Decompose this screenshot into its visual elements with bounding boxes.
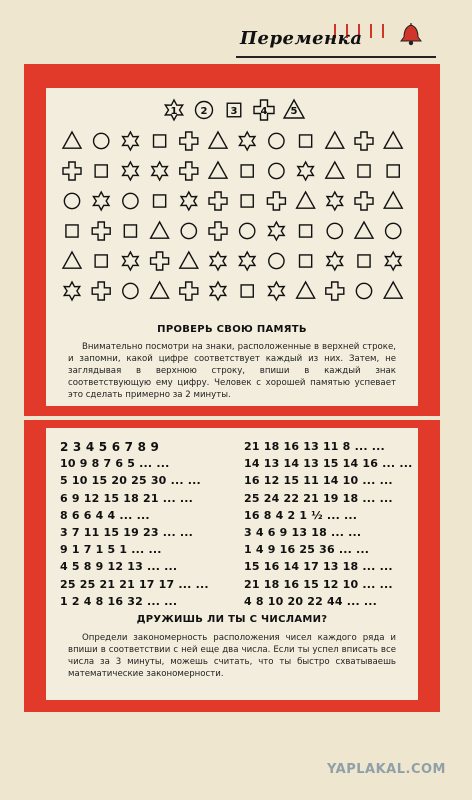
square-icon xyxy=(124,225,136,237)
star-icon xyxy=(298,162,314,180)
star-icon xyxy=(123,162,139,180)
key-number: 1 xyxy=(170,106,178,117)
number-row: 1 4 9 16 25 36 ... ... xyxy=(244,543,370,557)
circle-icon xyxy=(356,283,371,298)
cross-icon xyxy=(151,252,169,270)
star-icon xyxy=(152,162,168,180)
number-row: 9 1 7 1 5 1 ... ... xyxy=(60,543,162,557)
circle-icon xyxy=(123,283,138,298)
cross-icon xyxy=(209,192,227,210)
square-icon xyxy=(300,225,312,237)
circle-icon xyxy=(94,133,109,148)
triangle-icon xyxy=(297,282,315,298)
star-icon xyxy=(123,252,139,270)
star-icon xyxy=(239,132,255,150)
number-row: 3 7 11 15 19 23 ... ... xyxy=(60,526,194,539)
square-icon xyxy=(95,255,107,267)
circle-icon xyxy=(64,193,79,208)
number-row: 21 18 16 15 12 10 ... ... xyxy=(244,577,393,591)
cross-icon xyxy=(180,132,198,150)
triangle-icon xyxy=(326,132,344,148)
star-icon xyxy=(93,192,109,210)
number-row: 10 9 8 7 6 5 ... ... xyxy=(60,457,170,471)
number-row: 4 5 8 9 12 13 ... ... xyxy=(60,560,178,574)
triangle-icon xyxy=(151,282,169,298)
header xyxy=(236,22,436,62)
star-icon xyxy=(64,282,80,300)
square-icon xyxy=(154,135,166,147)
numbers-panel-frame xyxy=(24,420,440,712)
square-icon xyxy=(241,165,253,177)
memory-instructions: Внимательно посмотри на знаки, расположенные в верхней строке, и запомни, какой цифре соответствует каждый из них. Затем, не заглядывая в верхнюю строку, впиши в каждый знак соответствующую ему цифру. Человек с хорошей памятью успевает это сделать примерно за 2 минуты. xyxy=(68,342,396,400)
number-row: 2 3 4 5 6 7 8 9 xyxy=(60,440,160,454)
square-icon xyxy=(241,195,253,207)
key-number: 5 xyxy=(290,106,298,117)
square-icon xyxy=(154,195,166,207)
numbers-panel xyxy=(46,428,418,700)
bell-icon xyxy=(398,22,424,48)
square-icon xyxy=(300,135,312,147)
number-row: 14 13 14 13 15 14 16 ... ... xyxy=(244,457,413,471)
number-row: 4 8 10 20 22 44 ... ... xyxy=(244,594,378,608)
triangle-icon xyxy=(63,252,81,268)
key-number: 2 xyxy=(200,106,208,117)
square-icon xyxy=(66,225,78,237)
header-title: Переменка xyxy=(240,28,363,49)
cross-icon xyxy=(355,132,373,150)
triangle-icon xyxy=(384,282,402,298)
circle-icon xyxy=(181,223,196,238)
square-icon xyxy=(387,165,399,177)
cross-icon xyxy=(267,192,285,210)
square-icon xyxy=(300,255,312,267)
cross-icon xyxy=(63,162,81,180)
number-row: 21 18 16 13 11 8 ... ... xyxy=(244,440,385,453)
cross-icon xyxy=(92,222,110,240)
circle-icon xyxy=(386,223,401,238)
header-rule xyxy=(236,56,436,58)
star-icon xyxy=(269,222,285,240)
circle-icon xyxy=(269,163,284,178)
cross-icon xyxy=(355,192,373,210)
watermark: YAPLAKAL.COM xyxy=(327,762,446,777)
key-number: 3 xyxy=(230,106,238,117)
triangle-icon xyxy=(326,162,344,178)
number-row: 15 16 14 17 13 18 ... ... xyxy=(244,560,393,574)
triangle-icon xyxy=(151,222,169,238)
numbers-instructions: Определи закономерность расположения чисел каждого ряда и впиши в соответствии с ней еще два числа. Если ты успел вписать все числа за 3 минуты, можешь считать, что ты быстро схватываешь математические закономерности. xyxy=(68,633,396,679)
red-tick xyxy=(370,24,372,38)
triangle-icon xyxy=(297,192,315,208)
star-icon xyxy=(269,282,285,300)
number-row: 5 10 15 20 25 30 ... ... xyxy=(60,474,201,488)
star-icon xyxy=(123,132,139,150)
triangle-icon xyxy=(384,132,402,148)
memory-title: ПРОВЕРЬ СВОЮ ПАМЯТЬ xyxy=(157,324,307,335)
square-icon xyxy=(95,165,107,177)
number-row: 8 6 6 4 4 ... ... xyxy=(60,508,150,522)
star-icon xyxy=(327,252,343,270)
triangle-icon xyxy=(355,222,373,238)
number-row: 3 4 6 9 13 18 ... ... xyxy=(244,526,362,539)
triangle-icon xyxy=(63,132,81,148)
triangle-icon xyxy=(209,132,227,148)
circle-icon xyxy=(123,193,138,208)
square-icon xyxy=(358,255,370,267)
star-icon xyxy=(239,252,255,270)
circle-icon xyxy=(269,253,284,268)
star-icon xyxy=(327,192,343,210)
red-tick xyxy=(382,24,384,38)
number-row: 1 2 4 8 16 32 ... ... xyxy=(60,594,178,608)
square-icon xyxy=(358,165,370,177)
square-icon xyxy=(241,285,253,297)
key-number: 4 xyxy=(260,106,268,117)
star-icon xyxy=(181,192,197,210)
star-icon xyxy=(210,282,226,300)
number-row: 16 8 4 2 1 ½ ... ... xyxy=(244,508,358,522)
circle-icon xyxy=(269,133,284,148)
triangle-icon xyxy=(180,252,198,268)
cross-icon xyxy=(180,282,198,300)
number-row: 6 9 12 15 18 21 ... ... xyxy=(60,491,194,505)
number-row: 16 12 15 11 14 10 ... ... xyxy=(244,474,393,488)
star-icon xyxy=(385,252,401,270)
numbers-title: ДРУЖИШЬ ЛИ ТЫ С ЧИСЛАМИ? xyxy=(136,614,328,625)
triangle-icon xyxy=(209,162,227,178)
circle-icon xyxy=(240,223,255,238)
triangle-icon xyxy=(384,192,402,208)
cross-icon xyxy=(209,222,227,240)
cross-icon xyxy=(180,162,198,180)
circle-icon xyxy=(327,223,342,238)
number-row: 25 24 22 21 19 18 ... ... xyxy=(244,491,393,505)
cross-icon xyxy=(326,282,344,300)
memory-panel-frame xyxy=(24,64,440,416)
number-row: 25 25 21 21 17 17 ... ... xyxy=(60,577,209,591)
memory-panel xyxy=(46,88,418,406)
star-icon xyxy=(210,252,226,270)
cross-icon xyxy=(92,282,110,300)
